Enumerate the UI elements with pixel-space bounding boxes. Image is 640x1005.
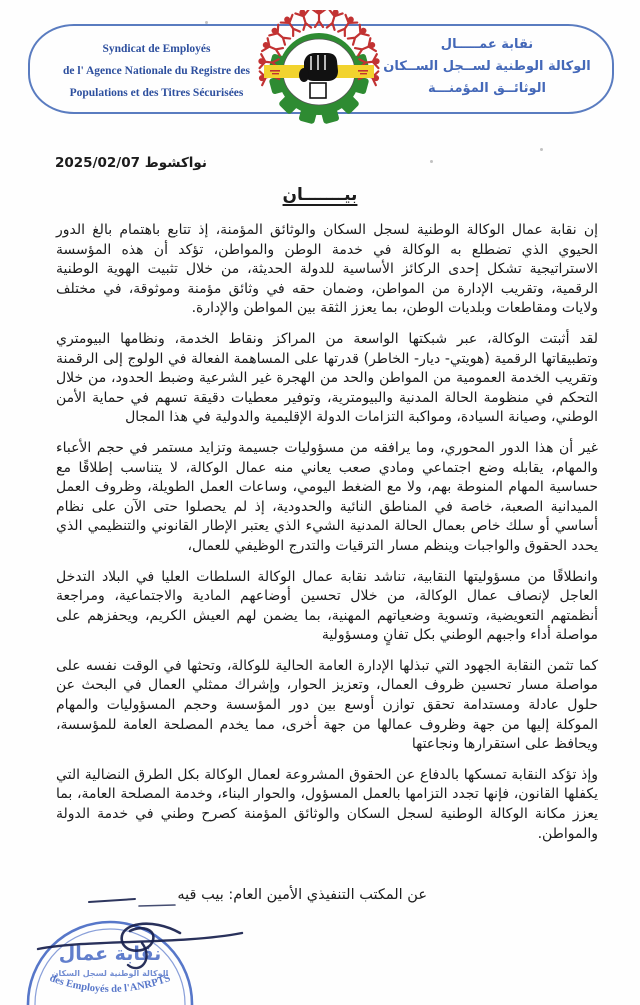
paragraph-2: لقد أثبتت الوكالة، عبر شبكتها الواسعة من المراكز ونقاط الخدمة، ونظامها البيومتري وتطبيقاتها الرقمية (هويتي- ديار- الخاطر) قدرتها على المساهمة الفعالة في الولوج إلى الرقمنة وتقريب الخدمة العمومية من المواطن والحد من الهجرة غير الشرعية وضبط الحدود، من خلال التحكم في منظومة الحالة المدنية والبيومترية، وتوفير معطيات دقيقة تسهم في حماية الأمن الوطني، وصيانة السيادة، ومواكبة التزامات الدولة الإقليمية والدولية في هذا المجال <box>56 330 598 426</box>
scan-speck <box>430 160 433 163</box>
org-name-french-line1: Syndicat de Employés <box>102 43 211 55</box>
scan-speck <box>540 148 543 151</box>
org-name-french-line3: Populations et des Titres Sécurisées <box>69 87 244 99</box>
union-logo <box>243 10 395 128</box>
org-name-arabic-line2: الوكالة الوطنية لســجل الســكان <box>383 59 591 74</box>
stamp-arabic-main: نقابة عمال <box>58 943 162 965</box>
scan-speck <box>205 21 208 24</box>
paragraph-5: كما تثمن النقابة الجهود التي تبذلها الإدارة العامة الحالية للوكالة، وتحثها في الوقت نفسه على مواصلة مسار تحسين ظروف العمال، وتعزيز الحوار، وإشراك ممثلي العمال في البحث عن حلول عادلة ومستدامة تحقق توازن أوسع بين دور المؤسسة وحجم المسؤوليات والمهام الموكلة إليها من جهة وظروف عمالها من جهة أخرى، مما يخدم المصلحة العامة للمؤسسة، ويحافظ على استقرارها ونجاعتها <box>56 657 598 753</box>
signature-attribution: عن المكتب التنفيذي الأمين العام: بيب قيه <box>177 887 427 903</box>
statement-title <box>0 185 640 205</box>
paragraph-6: وإذ تؤكد النقابة تمسكها بالدفاع عن الحقوق المشروعة لعمال الوكالة بكل الطرق النضالية التي يكفلها القانون، فإنها تجدد التزامها بالعمل المسؤول، والحوار البناء، وخدمة المصلحة العامة، بما يعزز مكانة الوكالة الوطنية لسجل السكان والوثائق المؤمنة كصرح وطني في خدمة الدولة والمواطن. <box>56 766 598 842</box>
org-name-french <box>44 38 269 104</box>
statement-body <box>56 221 598 855</box>
paragraph-4: وانطلاقًا من مسؤوليتها النقابية، تناشد نقابة عمال الوكالة السلطات العليا في البلاد التدخل العاجل لإنصاف عمال الوكالة، من خلال تحسين أوضاعهم المادية والاجتماعية، ومراجعة أنظمتهم التعويضية، وتسوية وضعياتهم المهنية، بما يضمن لهم العيش الكريم، ويحفزهم على مواصلة أداء واجبهم الوطني بكل تفانٍ ومسؤولية <box>56 568 598 644</box>
pen-strike-icon <box>55 893 195 913</box>
stamp-latin-text: des Employés de l'ANRPTS <box>48 973 172 996</box>
union-logo-icon <box>243 10 395 128</box>
handwritten-signature-icon <box>30 913 300 996</box>
paragraph-1: إن نقابة عمال الوكالة الوطنية لسجل السكان والوثائق المؤمنة، إذ تتابع باهتمام بالغ الدور الحيوي الذي تضطلع به الوكالة في خدمة الوطن والمواطن، تؤكد أن هذه المؤسسة الاستراتيجية تشكل إحدى الركائز الأساسية للدولة الحديثة، من خلال تثبيت الهوية الوطنية الرقمية، وتقريب الإدارة من المواطن، وضمان حقه في وثائق مؤمنة وموثوقة، في مختلف ولايات ومقاطعات وبلديات الوطن، بما يعزز الثقة بين المواطن والإدارة. <box>56 222 598 317</box>
paragraph-3: غير أن هذا الدور المحوري، وما يرافقه من مسؤوليات جسيمة وتزايد مستمر في حجم الأعباء والمهام، يقابله وضع اجتماعي ومادي صعب يعاني منه عمال الوكالة، لا يتناسب إطلاقًا مع حساسية المهام المنوطة بهم، ولا مع الضغط اليومي، وساعات العمل الطويلة، وظروف العمل الميدانية الصعبة، خاصة في المناطق النائية والحدودية، إذ لم يحصلوا حتى الآن على نظام أساسي أو سلك خاص بعمال الحالة المدنية الشيء الذي يعتبر الإطار القانوني والتنظيمي الذي يحدد الحقوق والواجبات وينظم مسار الترقيات والتدرج الوظيفي للعمال، <box>56 439 598 554</box>
org-name-french-line2: de l' Agence Nationale du Registre des <box>63 65 250 77</box>
org-name-arabic-line1: نقابة عمـــــال <box>440 37 534 52</box>
statement-title-text: بيـــــــان <box>282 185 358 205</box>
org-name-arabic-line3: الوثائــق المؤمنـــة <box>427 81 547 96</box>
org-name-arabic <box>382 34 592 100</box>
stamp-arabic-sub: الوكالة الوطنية لسجل السكان <box>51 969 169 978</box>
date-line: نواكشوط 2025/02/07 <box>55 155 207 171</box>
